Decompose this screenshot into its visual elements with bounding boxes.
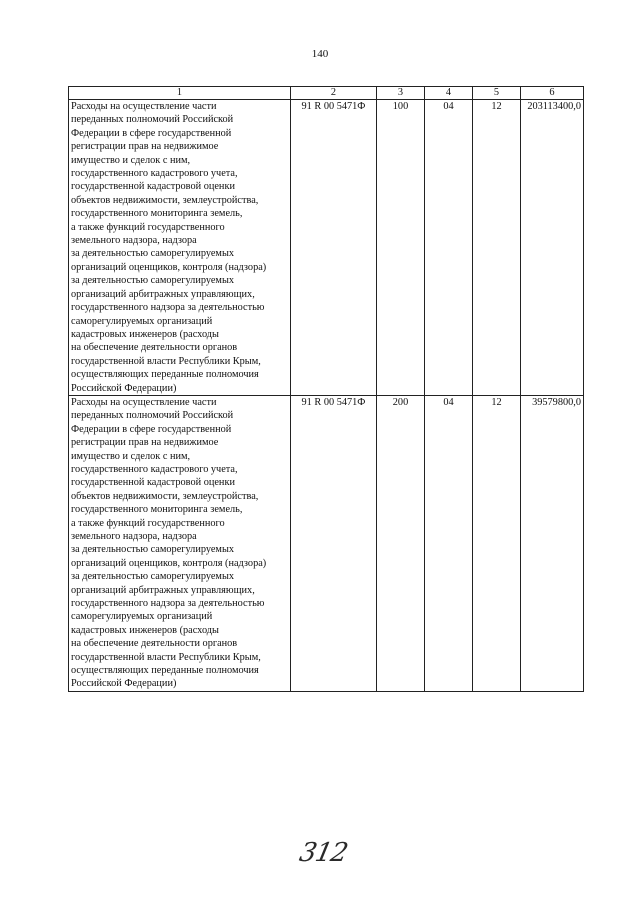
row-target-code: 91 R 00 5471Ф bbox=[291, 395, 377, 691]
row-section: 04 bbox=[425, 100, 473, 396]
row-subsection: 12 bbox=[473, 100, 521, 396]
row-section: 04 bbox=[425, 395, 473, 691]
row-subsection: 12 bbox=[473, 395, 521, 691]
header-col-2: 2 bbox=[291, 87, 377, 100]
table-header-row bbox=[69, 87, 584, 100]
row-expense-type: 200 bbox=[377, 395, 425, 691]
row-expense-type: 100 bbox=[377, 100, 425, 396]
header-col-1: 1 bbox=[69, 87, 291, 100]
table-row bbox=[69, 100, 584, 396]
header-col-6: 6 bbox=[521, 87, 584, 100]
header-col-5: 5 bbox=[473, 87, 521, 100]
row-target-code: 91 R 00 5471Ф bbox=[291, 100, 377, 396]
budget-table bbox=[68, 86, 584, 692]
row-description: Расходы на осуществление части переданных полномочий Российской Федерации в сфере государственной регистрации прав на недвижимое имущество и сделок с ним, государственного кадастрового учета, государственной кадастровой оценки объектов недвижимости, землеустройства, государственного мониторинга земель, а также функций государственного земельного надзора, надзора за деятельностью саморегулируемых организаций оценщиков, контроля (надзора) за деятельностью саморегулируемых организаций арбитражных управляющих, государственного надзора за деятельностью саморегулируемых организаций кадастровых инженеров (расходы на обеспечение деятельности органов государственной власти Республики Крым, осуществляющих переданные полномочия Российской Федерации) bbox=[69, 100, 291, 396]
handwritten-page-mark: 312 bbox=[296, 838, 350, 868]
table-row bbox=[69, 395, 584, 691]
header-col-3: 3 bbox=[377, 87, 425, 100]
page-number: 140 bbox=[311, 48, 329, 60]
row-amount: 39579800,0 bbox=[521, 395, 584, 691]
row-description: Расходы на осуществление части переданных полномочий Российской Федерации в сфере государственной регистрации прав на недвижимое имущество и сделок с ним, государственного кадастрового учета, государственной кадастровой оценки объектов недвижимости, землеустройства, государственного мониторинга земель, а также функций государственного земельного надзора, надзора за деятельностью саморегулируемых организаций оценщиков, контроля (надзора) за деятельностью саморегулируемых организаций арбитражных управляющих, государственного надзора за деятельностью саморегулируемых организаций кадастровых инженеров (расходы на обеспечение деятельности органов государственной власти Республики Крым, осуществляющих переданные полномочия Российской Федерации) bbox=[69, 395, 291, 691]
row-amount: 203113400,0 bbox=[521, 100, 584, 396]
header-col-4: 4 bbox=[425, 87, 473, 100]
